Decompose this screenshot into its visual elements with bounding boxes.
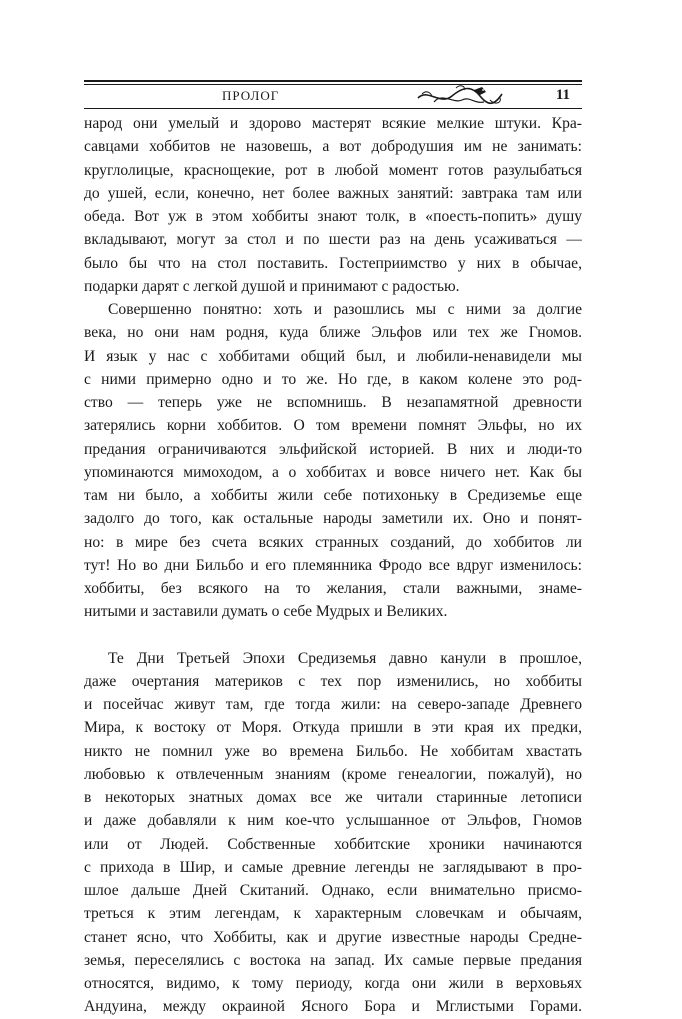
text-line: но: в мире без счета всяких странных созданий, до хоббитов ли: [84, 533, 582, 551]
text-line: предания ограничиваются эльфийской историей. В них и люди-то: [84, 440, 582, 458]
text-line: и даже добавляли к ним кое-что услышанное от Эльфов, Гномов: [84, 812, 582, 830]
text-line: любовью к отвлеченным знаниям (кроме генеалогии, пожалуй), но: [84, 765, 582, 783]
text-line: круглолицые, краснощекие, рот в любой момент готов разулыбаться: [84, 161, 582, 179]
text-line: века, но они нам родня, куда ближе Эльфов или тех же Гномов.: [84, 324, 582, 342]
text-line: и посейчас живут там, где тогда жили: на северо-западе Древнего: [84, 696, 582, 713]
paragraph-2: [84, 298, 582, 624]
text-line: до ушей, если, конечно, нет более важных занятий: завтрака там или: [84, 184, 582, 202]
text-line: с ними примерно одно и то же. Но где, в каком колене это род-: [84, 370, 582, 388]
section-break: [84, 624, 582, 647]
body-text: [84, 112, 582, 1019]
text-line: хоббиты, без всякого на то желания, стали важными, знаме-: [84, 580, 582, 597]
text-line: И язык у нас с хоббитами общий был, и любили-ненавидели мы: [84, 347, 582, 365]
text-line: Те Дни Третьей Эпохи Средиземья давно канули в прошлое,: [108, 649, 582, 667]
text-line: треться к этим легендам, к характерным словечкам и обычаям,: [84, 905, 582, 923]
text-line: задолго до того, как остальные народы заметили их. Оно и понят-: [84, 510, 582, 528]
text-line: станет ясно, что Хоббиты, как и другие известные народы Средне-: [84, 928, 582, 946]
paragraph-1: [84, 112, 582, 298]
page-number: 11: [555, 87, 570, 103]
text-line: даже очертания материков с тех пор изменились, но хоббиты: [84, 672, 582, 690]
text-line: относятся, видимо, к тому периоду, когда они жили в верховьях: [84, 975, 582, 992]
text-line: обеда. Вот уж в этом хоббиты знают толк, в «поесть-попить» душу: [84, 208, 582, 225]
text-line: нитыми и заставили думать о себе Мудрых и Великих.: [84, 603, 448, 621]
header-rule-thick: [84, 80, 582, 82]
dragon-ornament-icon: [414, 84, 506, 110]
text-line: народ они умелый и здорово мастерят всякие мелкие штуки. Кра-: [84, 115, 582, 132]
text-line: земья, переселялись с востока на запад. Их самые первые предания: [84, 951, 582, 969]
text-line: с прихода в Шир, и самые древние легенды не заглядывают в про-: [84, 858, 582, 876]
text-line: ство — теперь уже не вспомнишь. В незапамятной древности: [84, 394, 582, 411]
text-line: или от Людей. Собственные хоббитские хроники начинаются: [84, 835, 582, 853]
text-line: савцами хоббитов не назовешь, а вот добродушия им не занимать:: [84, 138, 582, 156]
header-rule-bottom: [84, 108, 582, 109]
text-line: шлое дальше Дней Скитаний. Однако, если внимательно присмо-: [84, 882, 582, 899]
text-line: никто не помнил уже во времена Бильбо. Не хоббитам хвастать: [84, 742, 582, 760]
text-line: тут! Но во дни Бильбо и его племянника Фродо все вдруг изменилось:: [84, 556, 582, 574]
text-line: затерялись корни хоббитов. О том времени помнят Эльфы, но их: [84, 417, 582, 435]
text-line: подарки дарят с легкой душой и принимают с радостью.: [84, 277, 460, 295]
text-line: вкладывают, могут за стол и по шести раз на день усаживаться —: [84, 231, 582, 249]
text-line: Мира, к востоку от Моря. Откуда пришли в эти края их предки,: [84, 719, 582, 737]
paragraph-3: [84, 647, 582, 1019]
header-rule-thin: [84, 84, 582, 85]
text-line: было бы что на стол поставить. Гостеприимство у них в обычае,: [84, 254, 582, 272]
text-line: Совершенно понятно: хоть и разошлись мы с ними за долгие: [108, 301, 582, 318]
chapter-title: ПРОЛОГ: [222, 88, 280, 103]
text-line: упоминаются мимоходом, а о хоббитах и вовсе ничего нет. Как бы: [84, 463, 582, 481]
text-line: в некоторых знатных домах все же читали старинные летописи: [84, 789, 582, 806]
running-header: [84, 76, 582, 112]
text-line: Андуина, между окраиной Ясного Бора и Мглистыми Горами.: [84, 998, 582, 1016]
text-line: там ни было, а хоббиты жили себе потихоньку в Средиземье еще: [84, 487, 582, 504]
